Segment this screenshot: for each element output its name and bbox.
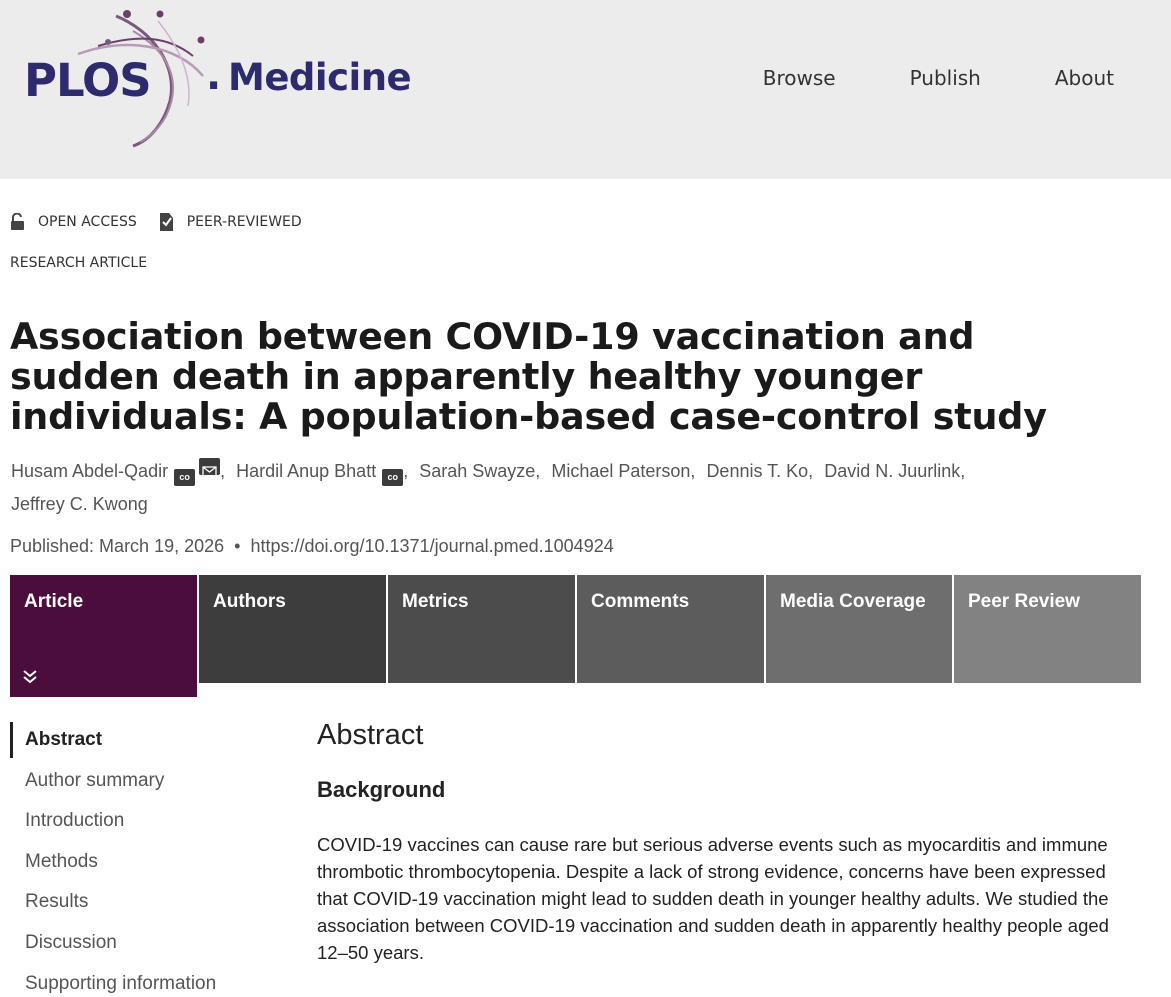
tab-label: Media Coverage [780, 591, 926, 612]
tab-label: Authors [213, 591, 286, 612]
sidenav-item-discussion[interactable]: Discussion [25, 931, 117, 953]
author-name[interactable]: Michael Paterson [551, 461, 691, 481]
sidenav-item-author-summary[interactable]: Author summary [25, 769, 165, 791]
double-chevron-down-icon[interactable] [22, 669, 38, 685]
tab-authors[interactable] [199, 575, 386, 683]
author-item[interactable]: Michael Paterson, [551, 461, 696, 481]
author-name[interactable]: Hardil Anup Bhatt [236, 461, 377, 481]
peer-reviewed-icon [157, 211, 175, 233]
top-nav [689, 66, 1114, 90]
tab-label: Comments [591, 591, 690, 612]
site-header [0, 0, 1171, 179]
sidenav-item-introduction[interactable]: Introduction [25, 810, 125, 832]
article-type-label: RESEARCH ARTICLE [10, 255, 148, 271]
sidenav-item-results[interactable]: Results [25, 891, 89, 913]
tab-metrics[interactable] [388, 575, 575, 683]
logo-medicine-text: Medicine [228, 56, 412, 99]
background-paragraph: COVID-19 vaccines can cause rare but serious adverse events such as myocarditis and immune thrombotic thrombocytopenia. Despite a lack of strong evidence, concerns have been expressed that COVID-19 vaccination might lead to sudden death in younger healthy adults. We studied the association between COVID-19 vaccination and sudden death in apparently healthy people aged 12–50 years. [317, 834, 1109, 963]
open-access-label: OPEN ACCESS [38, 214, 137, 230]
email-icon[interactable] [199, 458, 220, 475]
sidenav-item-methods[interactable]: Methods [25, 850, 98, 872]
nav-about-link[interactable]: About [1054, 66, 1114, 90]
article-title: Association between COVID-19 vaccination and sudden death in apparently healthy younger individuals: A population-based case-control study [10, 315, 1047, 438]
article-badges [10, 211, 322, 233]
author-list [11, 455, 1111, 521]
open-lock-icon [10, 213, 26, 231]
publication-info [10, 536, 614, 557]
logo-plos-text: PLOS [24, 54, 151, 107]
author-item[interactable]: David N. Juurlink, [824, 461, 966, 481]
author-item[interactable]: Hardil Anup Bhatt co , [236, 461, 414, 481]
tab-media-coverage[interactable] [766, 575, 952, 683]
author-name[interactable]: Jeffrey C. Kwong [11, 494, 148, 514]
author-item[interactable] [11, 494, 148, 514]
author-item[interactable]: Husam Abdel-Qadir co , [11, 461, 231, 481]
sidenav-item-abstract[interactable]: Abstract [10, 722, 270, 758]
tab-comments[interactable] [577, 575, 764, 683]
co-author-icon[interactable]: co [174, 469, 195, 486]
logo-dot: . [206, 53, 222, 99]
section-nav [10, 722, 270, 997]
separator-dot: • [234, 536, 241, 556]
doi-link[interactable]: https://doi.org/10.1371/journal.pmed.1004924 [250, 536, 614, 556]
nav-browse-link[interactable]: Browse [762, 66, 836, 90]
author-name[interactable]: David N. Juurlink [824, 461, 961, 481]
author-item[interactable]: Sarah Swayze, [419, 461, 541, 481]
tab-label: Metrics [402, 591, 469, 612]
author-name[interactable]: Sarah Swayze [419, 461, 536, 481]
article-tabs [10, 575, 1141, 697]
tab-article[interactable] [10, 575, 197, 697]
peer-reviewed-label: PEER-REVIEWED [186, 214, 302, 230]
tab-label: Peer Review [968, 591, 1080, 612]
author-item[interactable]: Dennis T. Ko, [706, 461, 814, 481]
published-date: Published: March 19, 2026 [10, 536, 225, 556]
plos-medicine-logo[interactable] [18, 6, 438, 156]
author-name[interactable]: Husam Abdel-Qadir [11, 461, 169, 481]
sidenav-item-supporting-information[interactable]: Supporting information [25, 972, 217, 994]
article-body [317, 719, 1137, 966]
open-access-badge[interactable] [10, 213, 137, 231]
tab-label: Article [24, 591, 84, 612]
nav-publish-link[interactable]: Publish [909, 66, 981, 90]
tab-peer-review[interactable] [954, 575, 1141, 683]
co-author-icon[interactable]: co [382, 469, 403, 486]
peer-reviewed-badge[interactable] [157, 211, 302, 233]
subsection-heading-background: Background [317, 777, 446, 802]
author-name[interactable]: Dennis T. Ko [706, 461, 809, 481]
section-heading-abstract: Abstract [317, 719, 424, 751]
